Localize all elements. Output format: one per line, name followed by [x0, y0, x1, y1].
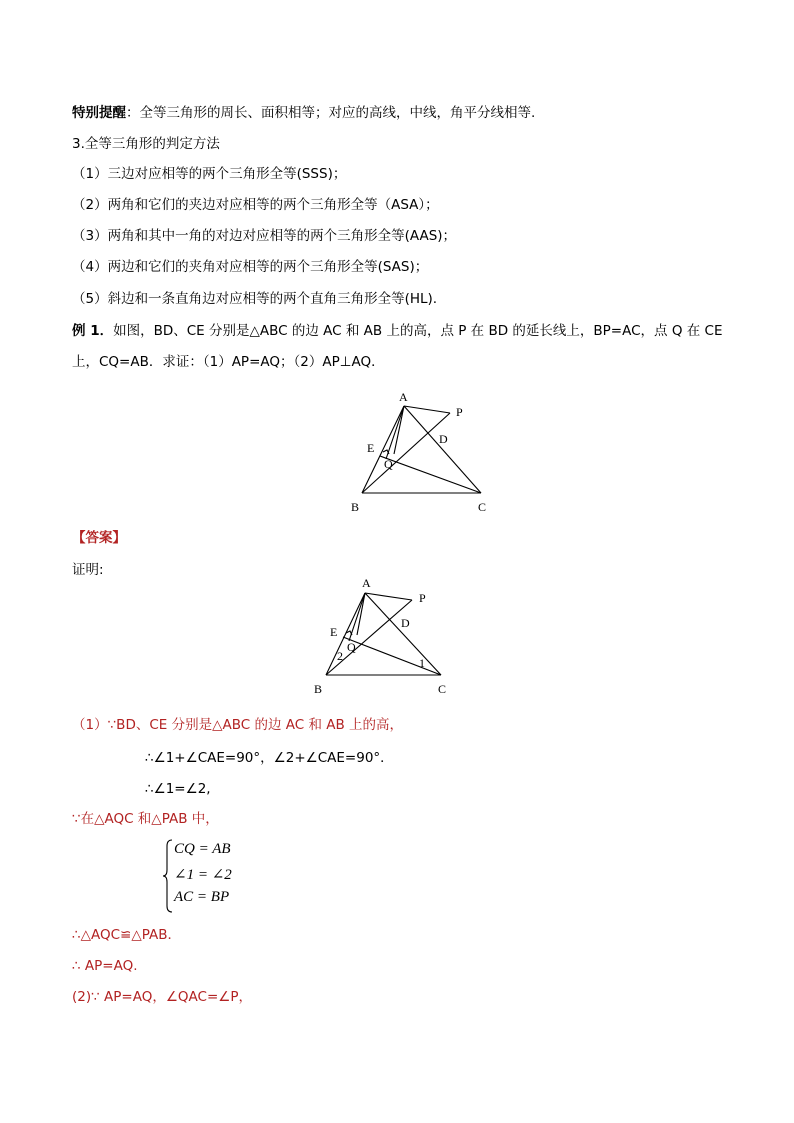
- notice-label: 特别提醒: [72, 105, 126, 121]
- proof-step-5: ∴△AQC≌△PAB．: [72, 927, 181, 943]
- label-a: A: [362, 576, 371, 590]
- segment-ap: [365, 593, 412, 600]
- criterion-hl: （5）斜边和一条直角边对应相等的两个直角三角形全等(HL).: [72, 291, 438, 307]
- criterion-aas: （3）两角和其中一角的对边对应相等的两个三角形全等(AAS)；: [72, 228, 457, 244]
- right-angle-mark-e: [383, 450, 389, 454]
- label-e: E: [330, 625, 338, 639]
- segment-bp: [326, 600, 412, 675]
- segment-ac: [365, 593, 441, 675]
- label-d: D: [401, 616, 410, 630]
- left-brace-icon: [162, 838, 174, 914]
- notice-line: [72, 104, 535, 122]
- angle-label-2: 2: [337, 649, 343, 663]
- notice-text: ：全等三角形的周长、面积相等；对应的高线，中线，角平分线相等.: [126, 105, 536, 121]
- label-p: P: [419, 591, 426, 605]
- equation-cq-ab: CQ = AB: [174, 841, 231, 857]
- example-text-1: 如图，BD、CE 分别是△ABC 的边 AC 和 AB 上的高，点 P 在 BD 的延长线上，BP=AC，点 Q 在 CE: [113, 323, 723, 339]
- equation-system: [162, 838, 282, 914]
- label-c: C: [478, 500, 487, 514]
- segment-bp: [362, 413, 450, 493]
- segment-ap: [404, 406, 450, 413]
- label-b: B: [351, 500, 360, 514]
- example-line-1: [72, 322, 723, 340]
- example-label: 例 1．: [72, 323, 114, 339]
- proof-step-1: （1）∵BD、CE 分别是△ABC 的边 AC 和 AB 上的高，: [72, 717, 404, 733]
- proof-label: 证明:: [72, 562, 104, 578]
- label-b: B: [314, 682, 323, 696]
- label-p: P: [456, 405, 463, 419]
- section-title: 3.全等三角形的判定方法: [72, 136, 220, 152]
- proof-step-6: ∴ AP=AQ.: [72, 958, 138, 974]
- criterion-sss: （1）三边对应相等的两个三角形全等(SSS)；: [72, 166, 347, 182]
- label-a: A: [399, 390, 408, 404]
- segment-ce: [380, 456, 481, 493]
- answer-tag: 【答案】: [72, 530, 126, 546]
- proof-step-2: ∴∠1+∠CAE=90°，∠2+∠CAE=90°．: [145, 750, 394, 766]
- proof-step-4: ∵在△AQC 和△PAB 中，: [72, 811, 219, 827]
- angle-label-1: 1: [419, 656, 425, 670]
- label-q: Q: [347, 640, 356, 654]
- proof-step-3: ∴∠1=∠2,: [145, 781, 211, 797]
- criterion-sas: （4）两边和它们的夹角对应相等的两个三角形全等(SAS)；: [72, 259, 429, 275]
- criterion-asa: （2）两角和它们的夹边对应相等的两个三角形全等（ASA）；: [72, 197, 439, 213]
- segment-ac: [404, 406, 481, 493]
- example-line-2: 上，CQ=AB．求证：（1）AP=AQ；（2）AP⊥AQ．: [72, 354, 385, 370]
- figure-1-triangle: [330, 385, 510, 515]
- equation-angle1-angle2: ∠1 = ∠2: [174, 867, 232, 883]
- figure-2-triangle: [305, 572, 465, 696]
- label-q: Q: [384, 457, 393, 471]
- label-d: D: [439, 432, 448, 446]
- proof-step-7: (2)∵ AP=AQ，∠QAC=∠P，: [72, 989, 253, 1005]
- equation-ac-bp: AC = BP: [174, 889, 230, 905]
- segment-ce: [343, 637, 441, 675]
- label-e: E: [367, 441, 375, 455]
- label-c: C: [438, 682, 447, 696]
